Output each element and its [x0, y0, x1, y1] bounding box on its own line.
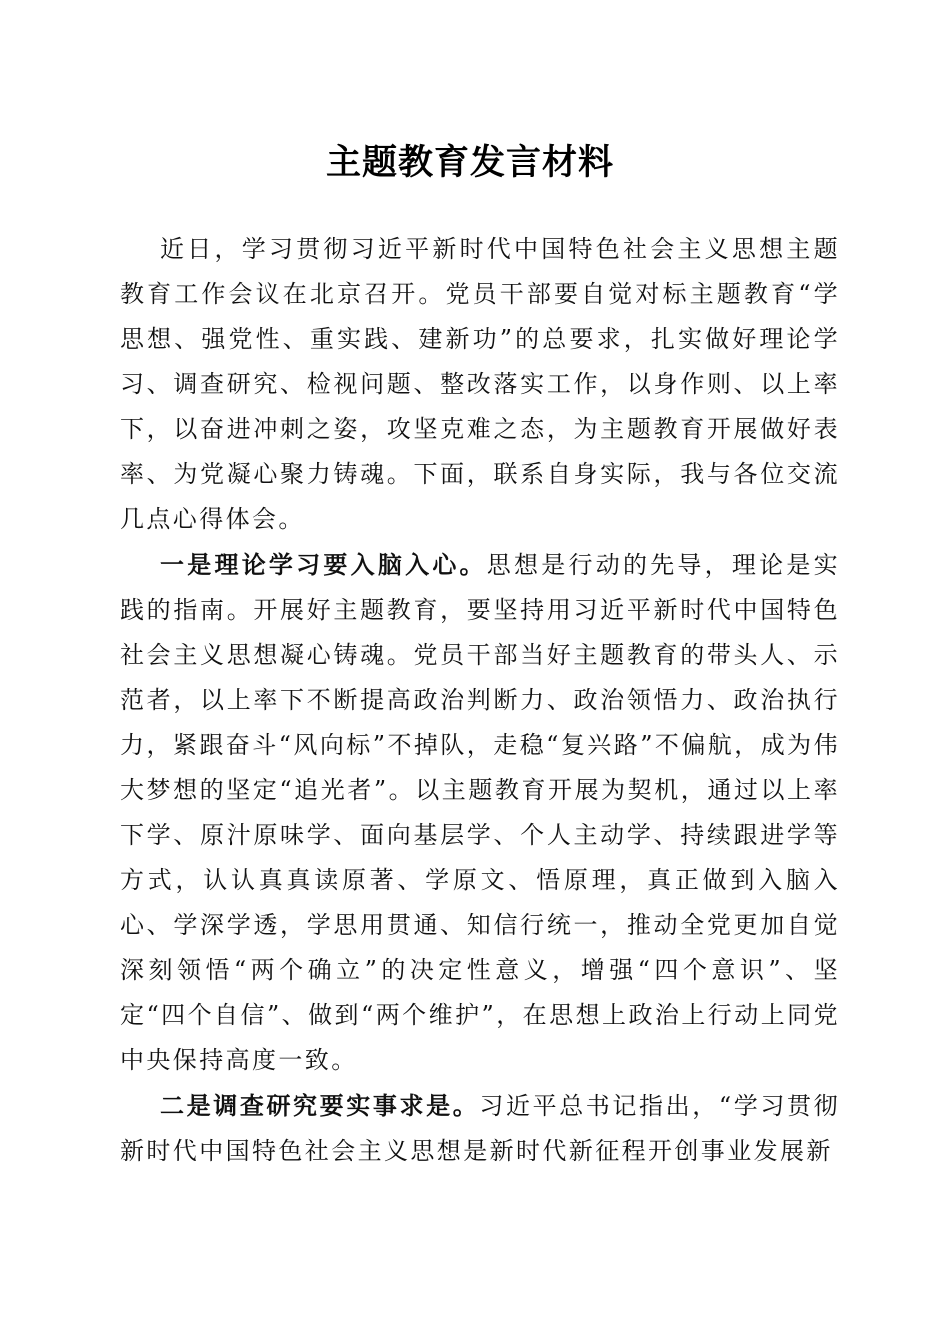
- paragraph-lead: 一是理论学习要入脑入心。: [160, 550, 487, 579]
- paragraph-theory-study: [120, 542, 840, 1083]
- paragraph-investigation: [120, 1083, 840, 1174]
- paragraph-text: 近日，学习贯彻习近平新时代中国特色社会主义思想主题教育工作会议在北京召开。党员干部要自觉对标主题教育“学思想、强党性、重实践、建新功”的总要求，扎实做好理论学习、调查研究、检视问题、整改落实工作，以身作则、以上率下，以奋进冲刺之姿，攻坚克难之态，为主题教育开展做好表率、为党凝心聚力铸魂。下面，联系自身实际，我与各位交流几点心得体会。: [120, 235, 840, 533]
- paragraph-lead: 二是调查研究要实事求是。: [160, 1091, 480, 1120]
- document-body: [120, 227, 840, 1174]
- paragraph-text: 思想是行动的先导，理论是实践的指南。开展好主题教育，要坚持用习近平新时代中国特色社会主义思想凝心铸魂。党员干部当好主题教育的带头人、示范者，以上率下不断提高政治判断力、政治领悟力、政治执行力，紧跟奋斗“风向标”不掉队，走稳“复兴路”不偏航，成为伟大梦想的坚定“追光者”。以主题教育开展为契机，通过以上率下学、原汁原味学、面向基层学、个人主动学、持续跟进学等方式，认认真真读原著、学原文、悟原理，真正做到入脑入心、学深学透，学思用贯通、知信行统一，推动全党更加自觉深刻领悟“两个确立”的决定性意义，增强“四个意识”、坚定“四个自信”、做到“两个维护”，在思想上政治上行动上同党中央保持高度一致。: [120, 551, 840, 1074]
- paragraph-text: 习近平总书记指出，“学习贯彻新时代中国特色社会主义思想是新时代新征程开创事业发展新: [120, 1092, 840, 1165]
- paragraph-intro: [120, 227, 840, 542]
- document-title: 主题教育发言材料: [325, 142, 614, 183]
